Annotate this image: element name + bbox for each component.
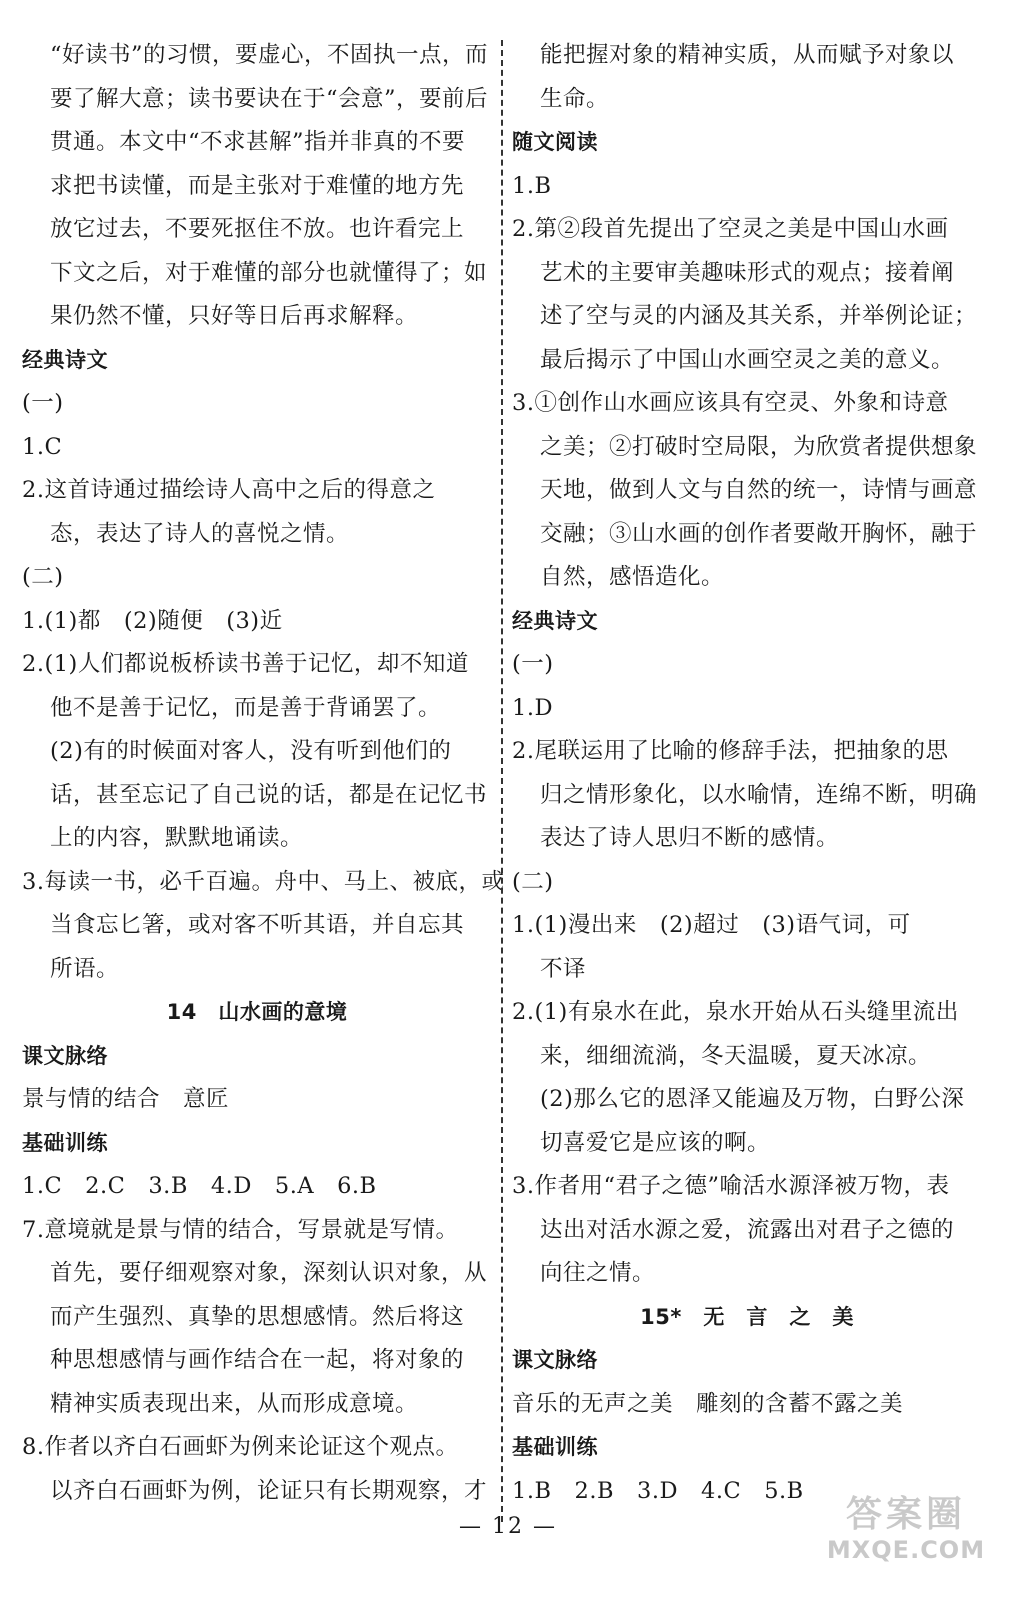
text-line: 1.C (22, 433, 63, 460)
text-line: 而产生强烈、真挚的思想感情。然后将这 (50, 1303, 465, 1330)
text-line: 2.尾联运用了比喻的修辞手法，把抽象的思 (512, 738, 949, 764)
text-line: (2)那么它的恩泽又能遍及万物，白野公深 (540, 1086, 965, 1112)
page-number: — 12 — (459, 1514, 557, 1539)
section-heading: 基础训练 (22, 1130, 108, 1155)
text-line: 景与情的结合 意匠 (22, 1086, 230, 1112)
text-line: (一) (22, 390, 64, 416)
text-line: 要了解大意；读书要诀在于“会意”，要前后 (50, 85, 489, 112)
text-line: 1.(1)漫出来 (2)超过 (3)语气词，可 (512, 912, 911, 938)
text-line: 贯通。本文中“不求甚解”指并非真的不要 (50, 129, 466, 155)
text-line: 3.作者用“君子之德”喻活水源泽被万物，表 (512, 1173, 950, 1199)
section-heading: 课文脉络 (22, 1043, 108, 1068)
column-divider (501, 40, 503, 1522)
watermark-bottom: MXQE.COM (826, 1536, 986, 1564)
text-line: 8.作者以齐白石画虾为例来论证这个观点。 (22, 1434, 459, 1460)
text-line: 向往之情。 (540, 1260, 656, 1286)
text-line: 音乐的无声之美 雕刻的含蓄不露之美 (512, 1390, 904, 1417)
section-heading: 15* 无 言 之 美 (640, 1304, 854, 1329)
text-line: (2)有的时候面对客人，没有听到他们的 (50, 738, 452, 764)
text-line: 他不是善于记忆，而是善于背诵罢了。 (50, 694, 442, 721)
text-line: 3.每读一书，必千百遍。舟中、马上、被底，或 (22, 868, 505, 895)
text-line: 归之情形象化，以水喻情，连绵不断，明确 (540, 781, 978, 808)
right-column (512, 34, 982, 1513)
section-heading: 随文阅读 (512, 130, 598, 154)
section-heading: 基础训练 (512, 1435, 598, 1459)
left-column (22, 34, 505, 1513)
text-line: 种思想感情与画作结合在一起，将对象的 (50, 1347, 465, 1373)
section-heading: 经典诗文 (512, 608, 598, 633)
section-heading: 课文脉络 (512, 1348, 598, 1372)
text-line: 来，细细流淌，冬天温暖，夏天冰凉。 (540, 1042, 932, 1069)
text-line: 首先，要仔细观察对象，深刻认识对象，从 (50, 1260, 488, 1286)
section-heading: 经典诗文 (22, 347, 108, 372)
text-line: 切喜爱它是应该的啊。 (540, 1129, 771, 1156)
text-line: (一) (512, 651, 554, 677)
text-line: 最后揭示了中国山水画空灵之美的意义。 (540, 346, 955, 373)
text-line: 以齐白石画虾为例，论证只有长期观察，才 (50, 1477, 488, 1504)
text-line: 达出对活水源之爱，流露出对君子之德的 (540, 1216, 955, 1243)
text-line: 交融；③山水画的创作者要敞开胸怀，融于 (540, 520, 978, 547)
watermark-logo (816, 1494, 996, 1574)
text-line: 当食忘匕箸，或对客不听其语，并自忘其 (50, 912, 465, 938)
text-line: 果仍然不懂，只好等日后再求解释。 (50, 303, 419, 329)
text-line: 放它过去，不要死抠住不放。也许看完上 (50, 216, 465, 242)
text-line: (二) (512, 868, 554, 895)
text-line: 3.①创作山水画应该具有空灵、外象和诗意 (512, 390, 949, 416)
text-line: 1.C 2.C 3.B 4.D 5.A 6.B (22, 1173, 377, 1199)
text-line: 表达了诗人思归不断的感情。 (540, 825, 840, 851)
text-line: 2.(1)人们都说板桥读书善于记忆，却不知道 (22, 651, 469, 677)
text-line: 之美；②打破时空局限，为欣赏者提供想象 (540, 433, 978, 460)
text-line: 自然，感悟造化。 (540, 564, 725, 590)
text-line: 求把书读懂，而是主张对于难懂的地方先 (50, 172, 465, 199)
text-line: 下文之后，对于难懂的部分也就懂得了；如 (50, 259, 488, 286)
text-line: 上的内容，默默地诵读。 (50, 825, 304, 851)
text-line: 1.B (512, 172, 552, 199)
text-line: 能把握对象的精神实质，从而赋予对象以 (540, 42, 955, 68)
text-line: 2.(1)有泉水在此，泉水开始从石头缝里流出 (512, 999, 959, 1025)
watermark-top: 答案圈 (845, 1494, 966, 1535)
text-line: 1.B 2.B 3.D 4.C 5.B (512, 1477, 804, 1504)
text-line: 话，甚至忘记了自己说的话，都是在记忆书 (50, 781, 488, 808)
text-line: 1.D (512, 694, 554, 721)
text-line: 不译 (540, 955, 587, 982)
text-line: 2.这首诗通过描绘诗人高中之后的得意之 (22, 477, 436, 503)
text-line: 1.(1)都 (2)随便 (3)近 (22, 607, 283, 634)
text-line: 述了空与灵的内涵及其关系，并举例论证； (540, 303, 978, 329)
text-line: 艺术的主要审美趣味形式的观点；接着阐 (540, 259, 955, 286)
text-line: 所语。 (50, 955, 120, 982)
text-line: (二) (22, 564, 64, 590)
text-line: 态，表达了诗人的喜悦之情。 (50, 520, 350, 547)
text-line: 生命。 (540, 85, 610, 112)
section-heading: 14 山水画的意境 (166, 1000, 348, 1024)
text-line: 2.第②段首先提出了空灵之美是中国山水画 (512, 216, 949, 242)
text-line: 精神实质表现出来，从而形成意境。 (50, 1390, 419, 1417)
text-line: 7.意境就是景与情的结合，写景就是写情。 (22, 1216, 459, 1243)
text-line: 天地，做到人文与自然的统一，诗情与画意 (540, 477, 978, 503)
text-line: “好读书”的习惯，要虚心，不固执一点，而 (50, 42, 489, 68)
